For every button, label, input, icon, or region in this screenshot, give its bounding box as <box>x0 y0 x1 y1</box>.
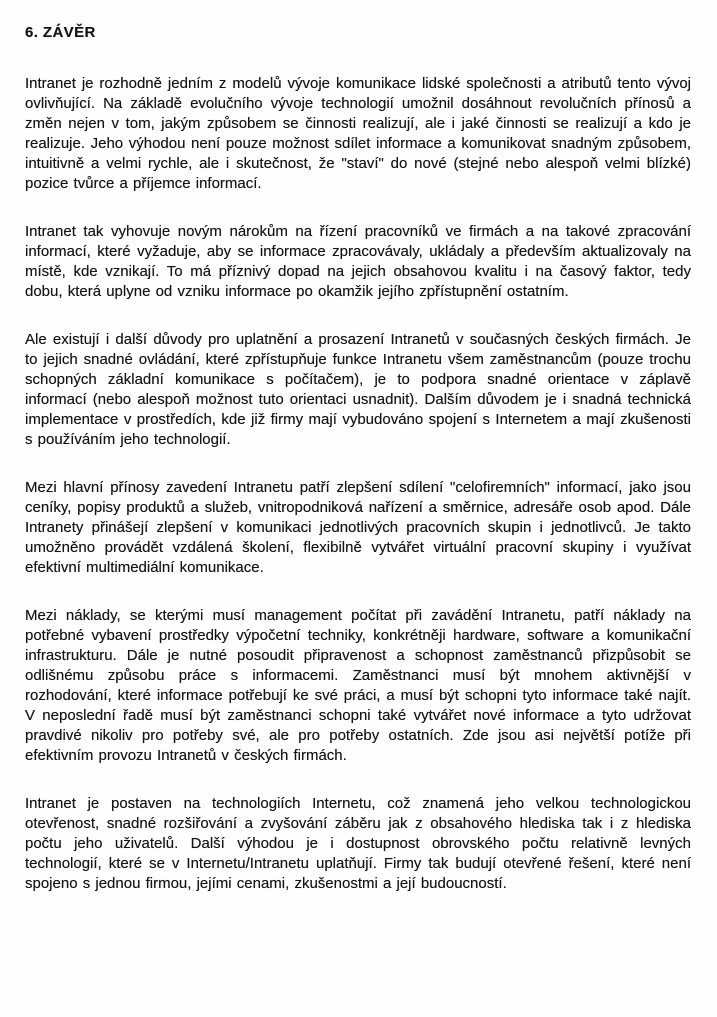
paragraph-main-benefits: Mezi hlavní přínosy zavedení Intranetu patří zlepšení sdílení "celofiremních" informací, jako jsou ceníky, popisy produktů a služeb, vnitropodniková nařízení a směrnice, adresáře osob apod. Dále Intranety přinášejí zlepšení v komunikaci jednotlivých pracovních skupin i jednotlivců. Je takto umožněno provádět vzdálená školení, flexibilně vytvářet virtuální pracovní skupiny i využívat efektivní multimediální komunikace. <box>25 479 691 576</box>
paragraph-new-demands: Intranet tak vyhovuje novým nárokům na řízení pracovníků ve firmách a na takové zpracování informací, které vyžaduje, aby se informace zpracovávaly, ukládaly a především aktualizovaly na místě, kde vznikají. To má příznivý dopad na jejich obsahovou kvalitu i na časový faktor, tedy dobu, která uplyne od vzniku informace po okamžik jejího zpřístupnění ostatním. <box>25 223 691 300</box>
paragraph-internet-technologies: Intranet je postaven na technologiích Internetu, což znamená jeho velkou technologickou otevřenost, snadné rozšiřování a zvyšování záběru jak z obsahového hlediska tak i z hlediska počtu jeho uživatelů. Další výhodou je i dostupnost obrovského počtu relativně levných technologií, které se v Internetu/Intranetu uplatňují. Firmy tak budují otevřené řešení, které není spojeno s jednou firmou, jejími cenami, zkušenostmi a její budoucností. <box>25 795 691 892</box>
paragraph-other-reasons: Ale existují i další důvody pro uplatnění a prosazení Intranetů v současných českých firmách. Je to jejich snadné ovládání, které zpřístupňuje funkce Intranetu všem zaměstnancům (pouze trochu schopných základní komunikace s počítačem), je to podpora snadné orientace v záplavě informací (nebo alespoň možnost tuto orientaci usnadnit). Dalším důvodem je i snadná technická implementace v prostředích, kde již firmy mají vybudováno spojení s Internetem a mají zkušenosti s používáním jeho technologií. <box>25 331 691 448</box>
paragraph-costs: Mezi náklady, se kterými musí management počítat při zavádění Intranetu, patří náklady na potřebné vybavení prostředky výpočetní techniky, konkrétněji hardware, software a komunikační infrastrukturu. Dále je nutné posoudit připravenost a schopnost zaměstnanců přizpůsobit se odlišnému způsobu práce s informacemi. Zaměstnanci musí být mnohem aktivnější v rozhodování, které informace potřebují ke své práci, a musí být schopni tyto informace také najít. V neposlední řadě musí být zaměstnanci schopni také vytvářet nové informace a tyto udržovat pravdivé nikoliv pro potřeby své, ale pro potřeby ostatních. Zde jsou asi největší potíže při efektivním provozu Intranetů v českých firmách. <box>25 607 691 764</box>
paragraph-intranet-model: Intranet je rozhodně jedním z modelů vývoje komunikace lidské společnosti a atributů tento vývoj ovlivňující. Na základě evolučního vývoje technologií umožnil dosáhnout revolučních přínosů a změn nejen v tom, jakým způsobem se činnosti realizují, ale i jaké činnosti se realizují a kdo je realizuje. Jeho výhodou není pouze možnost sdílet informace a komunikovat snadným způsobem, intuitivně a velmi rychle, ale i skutečnost, že "staví" do nové (stejné nebo alespoň velmi blízké) pozice tvůrce a příjemce informací. <box>25 75 691 192</box>
section-heading: 6. ZÁVĚR <box>25 24 96 41</box>
